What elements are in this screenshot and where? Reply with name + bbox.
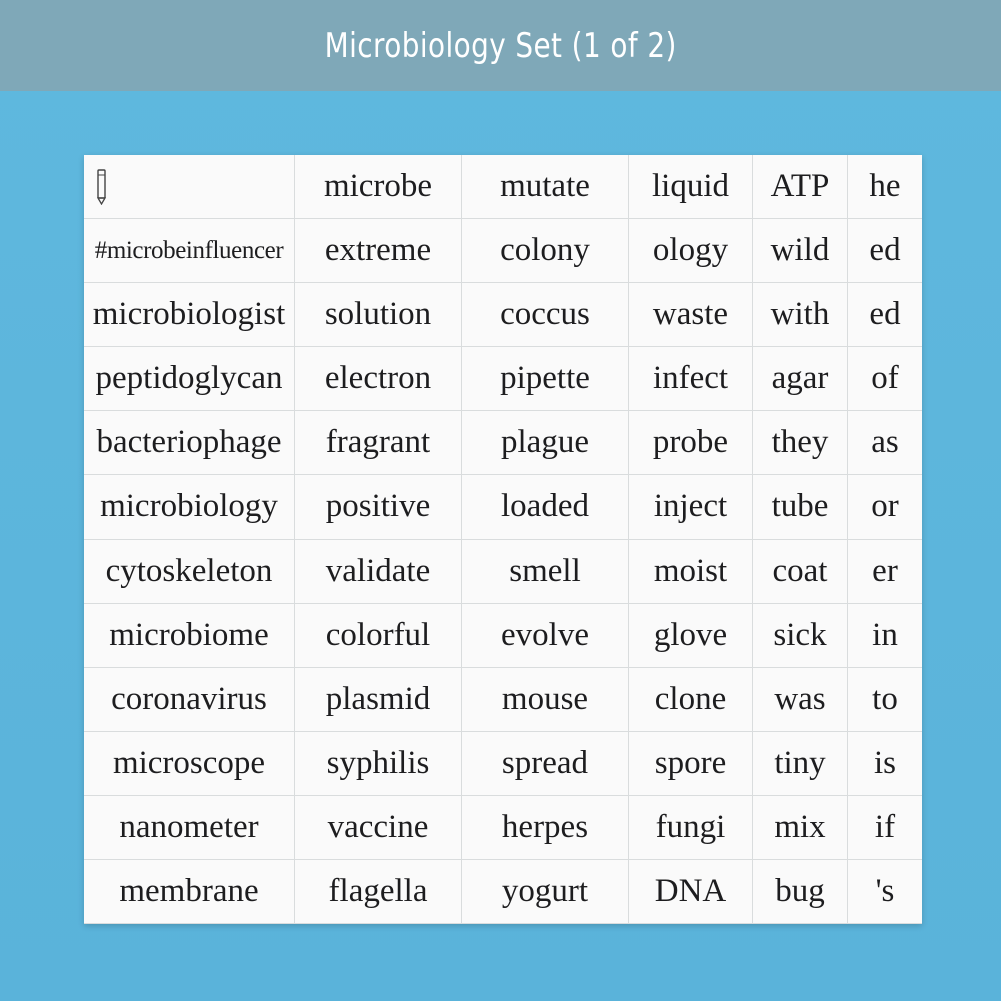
word-tile: tiny [753, 732, 848, 796]
word-magnet-sheet [84, 155, 922, 924]
word-tile: pipette [462, 347, 629, 411]
word-tile: smell [462, 540, 629, 604]
word-tile: microbiome [84, 604, 295, 668]
word-tile: loaded [462, 475, 629, 539]
word-tile: DNA [629, 860, 753, 924]
word-tile: extreme [295, 219, 462, 283]
word-tile: cytoskeleton [84, 540, 295, 604]
word-tile: syphilis [295, 732, 462, 796]
word-tile: plasmid [295, 668, 462, 732]
word-tile: inject [629, 475, 753, 539]
word-tile: fragrant [295, 411, 462, 475]
word-tile: microbiology [84, 475, 295, 539]
word-tile: or [848, 475, 922, 539]
word-tile: mouse [462, 668, 629, 732]
word-tile: herpes [462, 796, 629, 860]
word-tile: 's [848, 860, 922, 924]
word-tile: microbe [295, 155, 462, 219]
word-tile: solution [295, 283, 462, 347]
word-tile: nanometer [84, 796, 295, 860]
word-tile: was [753, 668, 848, 732]
word-tile: he [848, 155, 922, 219]
word-tile: peptidoglycan [84, 347, 295, 411]
word-tile: bug [753, 860, 848, 924]
word-tile: membrane [84, 860, 295, 924]
word-tile: ATP [753, 155, 848, 219]
word-tile: ology [629, 219, 753, 283]
word-tile: waste [629, 283, 753, 347]
word-tile: microscope [84, 732, 295, 796]
word-tile: vaccine [295, 796, 462, 860]
word-tile: moist [629, 540, 753, 604]
word-tile: with [753, 283, 848, 347]
word-tile: liquid [629, 155, 753, 219]
word-tile: fungi [629, 796, 753, 860]
word-tile: wild [753, 219, 848, 283]
word-tile: coat [753, 540, 848, 604]
word-tile: in [848, 604, 922, 668]
word-tile: flagella [295, 860, 462, 924]
word-tile: bacteriophage [84, 411, 295, 475]
word-tile: coccus [462, 283, 629, 347]
word-tile: ed [848, 283, 922, 347]
word-tile: agar [753, 347, 848, 411]
word-tile: clone [629, 668, 753, 732]
word-tile: they [753, 411, 848, 475]
word-tile: yogurt [462, 860, 629, 924]
word-tile: infect [629, 347, 753, 411]
word-tile: glove [629, 604, 753, 668]
word-tile: colorful [295, 604, 462, 668]
word-tile: colony [462, 219, 629, 283]
word-tile: coronavirus [84, 668, 295, 732]
word-tile [84, 155, 295, 219]
word-tile: to [848, 668, 922, 732]
word-tile: positive [295, 475, 462, 539]
word-tile: spore [629, 732, 753, 796]
word-tile: tube [753, 475, 848, 539]
word-tile: is [848, 732, 922, 796]
word-tile: ed [848, 219, 922, 283]
word-tile: evolve [462, 604, 629, 668]
word-tile: er [848, 540, 922, 604]
word-tile: plague [462, 411, 629, 475]
word-tile: as [848, 411, 922, 475]
page-title: Microbiology Set (1 of 2) [324, 25, 677, 66]
word-tile: electron [295, 347, 462, 411]
word-tile: sick [753, 604, 848, 668]
word-tile: #microbeinfluencer [84, 219, 295, 283]
word-tile: if [848, 796, 922, 860]
word-tile: probe [629, 411, 753, 475]
title-banner [0, 0, 1001, 91]
word-tile: microbiologist [84, 283, 295, 347]
pencil-icon [97, 169, 106, 205]
word-tile: validate [295, 540, 462, 604]
word-tile: spread [462, 732, 629, 796]
word-tile: mutate [462, 155, 629, 219]
word-tile: mix [753, 796, 848, 860]
word-tile: of [848, 347, 922, 411]
